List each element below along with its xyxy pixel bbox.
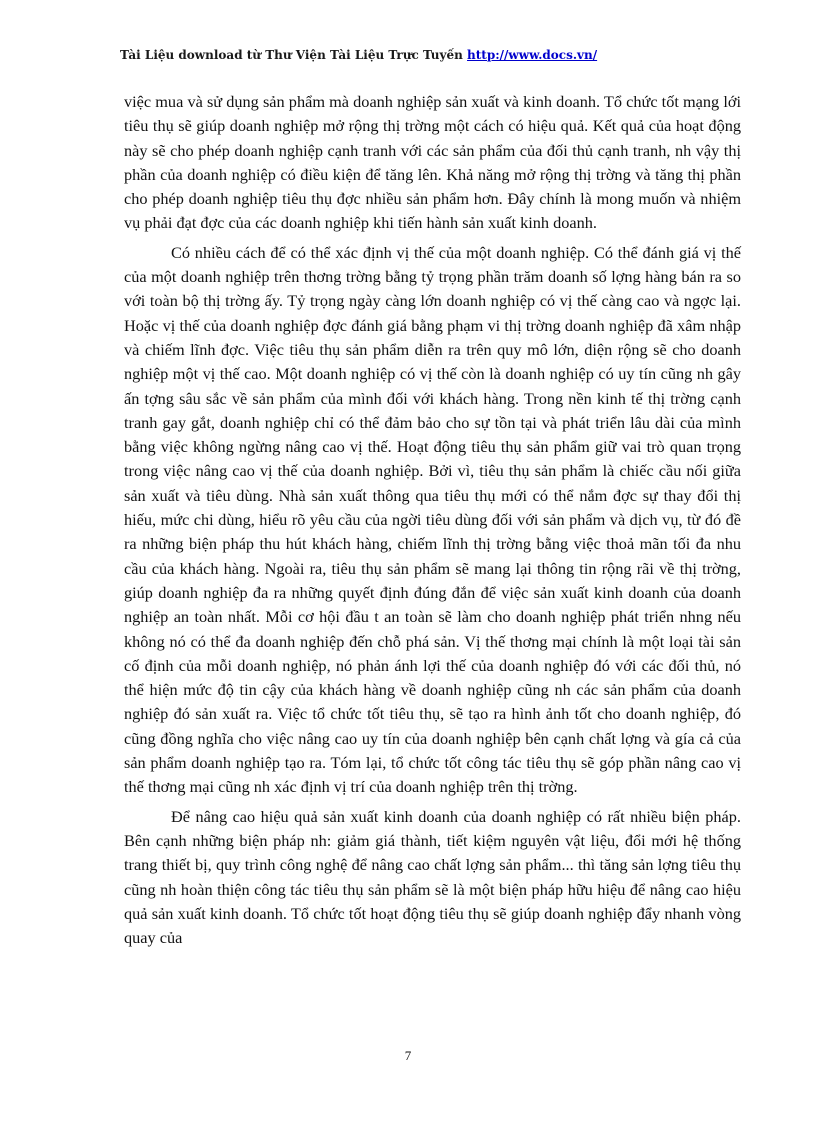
body-text <box>124 90 741 955</box>
paragraph-continuation: việc mua và sử dụng sản phẩm mà doanh nghiệp sản xuất và kinh doanh. Tổ chức tốt mạng lới tiêu thụ sẽ giúp doanh nghiệp mở rộng thị trờng một cách có hiệu quả. Kết quả của hoạt động này sẽ cho phép doanh nghiệp cạnh tranh với các sản phẩm của đối thủ cạnh tranh, nh vậy thị phần của doanh nghiệp có điều kiện để tăng lên. Khả năng mở rộng thị trờng và tăng thị phần cho phép doanh nghiệp tiêu thụ đợc nhiều sản phẩm hơn. Đây chính là mong muốn và nhiệm vụ phải đạt đợc của các doanh nghiệp khi tiến hành sản xuất kinh doanh. <box>124 92 741 233</box>
header-text: Tài Liệu download từ Thư Viện Tài Liệu Trực Tuyến <box>120 48 468 62</box>
page-number: 7 <box>404 1048 412 1063</box>
header-link[interactable]: http://www.docs.vn/ <box>467 48 598 62</box>
paragraph-market-position: Có nhiều cách để có thể xác định vị thế của một doanh nghiệp. Có thể đánh giá vị thế của một doanh nghiệp trên thơng trờng bằng tỷ trọng phần trăm doanh số lợng hàng bán ra so với toàn bộ thị trờng ấy. Tỷ trọng ngày càng lớn doanh nghiệp có vị thế càng cao và ngợc lại. Hoặc vị thế của doanh nghiệp đợc đánh giá bằng phạm vi thị trờng doanh nghiệp đã xâm nhập và chiếm lĩnh đợc. Việc tiêu thụ sản phẩm diễn ra trên quy mô lớn, diện rộng sẽ cho doanh nghiệp một vị thế cao. Một doanh nghiệp có vị thế còn là doanh nghiệp có uy tín cũng nh gây ấn tợng sâu sắc về sản phẩm của mình đối với khách hàng. Trong nền kinh tế thị trờng cạnh tranh gay gắt, doanh nghiệp chỉ có thể đảm bảo cho sự tồn tại và phát triển lâu dài của mình bằng việc không ngừng nâng cao vị thế. Hoạt động tiêu thụ sản phẩm giữ vai trò quan trọng trong việc nâng cao vị thế của doanh nghiệp. Bởi vì, tiêu thụ sản phẩm là chiếc cầu nối giữa sản xuất và tiêu dùng. Nhà sản xuất thông qua tiêu thụ mới có thể nắm đợc sự thay đổi thị hiếu, mức chi dùng, hiểu rõ yêu cầu của ngời tiêu dùng đối với sản phẩm và dịch vụ, từ đó đề ra những biện pháp thu hút khách hàng, chiếm lĩnh thị trờng bằng việc thoả mãn tối đa nhu cầu của khách hàng. Ngoài ra, tiêu thụ sản phẩm sẽ mang lại thông tin rộng rãi về thị trờng, giúp doanh nghiệp đa ra những quyết định đúng đắn để việc sản xuất kinh doanh của doanh nghiệp an toàn nhất. Mỗi cơ hội đầu t an toàn sẽ làm cho doanh nghiệp phát triển nhng nếu không nó có thể đa doanh nghiệp đến chỗ phá sản. Vị thế thơng mại chính là một loại tài sản cố định của mỗi doanh nghiệp, nó phản ánh lợi thế của doanh nghiệp đó với các đối thủ, nó thể hiện mức độ tin cậy của khách hàng về doanh nghiệp cũng nh các sản phẩm của doanh nghiệp đó sản xuất ra. Việc tổ chức tốt tiêu thụ, sẽ tạo ra hình ảnh tốt cho doanh nghiệp, đó cũng đồng nghĩa cho việc nâng cao uy tín của doanh nghiệp bên cạnh chất lợng và gía cả của sản phẩm doanh nghiệp tạo ra. Tóm lại, tổ chức tốt công tác tiêu thụ sẽ góp phần nâng cao vị thế thơng mại cũng nh xác định vị trí của doanh nghiệp trên thị trờng. <box>124 242 741 797</box>
page-header <box>120 48 760 62</box>
paragraph-efficiency: Để nâng cao hiệu quả sản xuất kinh doanh của doanh nghiệp có rất nhiều biện pháp. Bên cạnh những biện pháp nh: giảm giá thành, tiết kiệm nguyên vật liệu, đổi mới hệ thống trang thiết bị, quy trình công nghệ để nâng cao chất lợng sản phẩm... thì tăng sản lợng tiêu thụ cũng nh hoàn thiện công tác tiêu thụ sản phẩm sẽ là một biện pháp hữu hiệu để nâng cao hiệu quả sản xuất kinh doanh. Tổ chức tốt hoạt động tiêu thụ sẽ giúp doanh nghiệp đẩy nhanh vòng quay của <box>124 806 741 948</box>
